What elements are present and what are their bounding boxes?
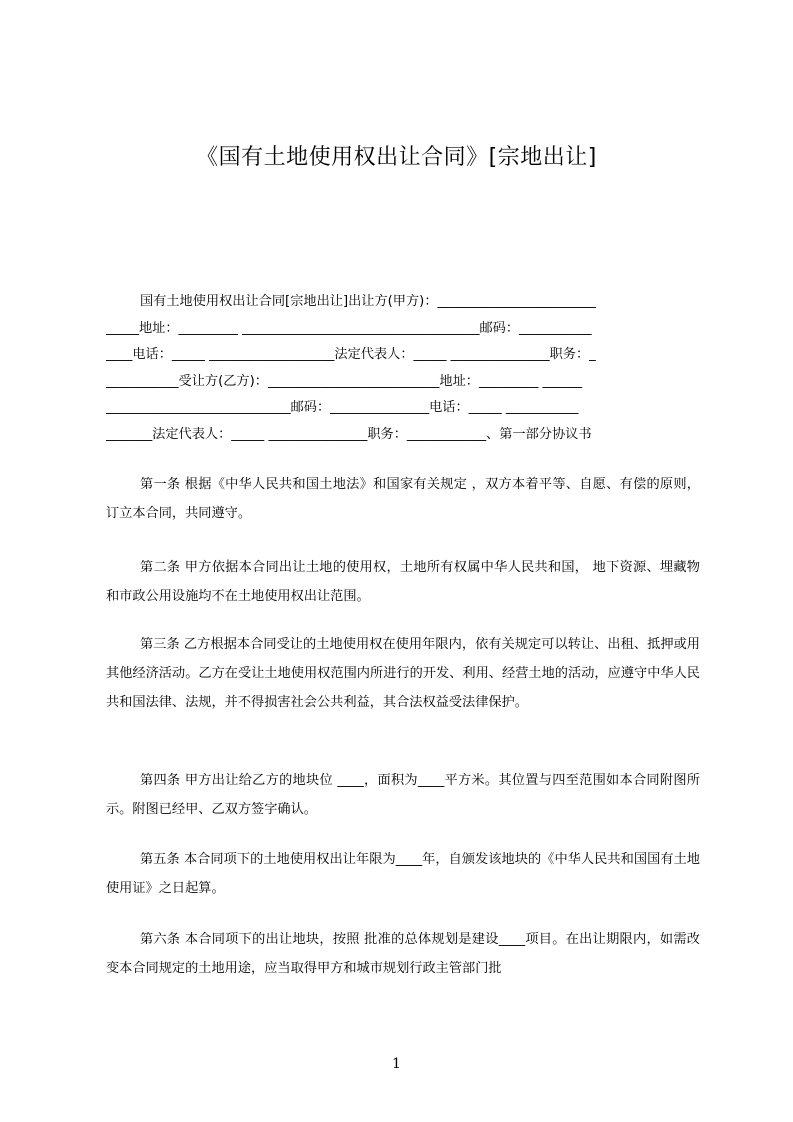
party-line: 国有土地使用权出让合同[宗地出让]出让方(甲方)：________________________ bbox=[140, 294, 596, 309]
page-number: 1 bbox=[392, 1056, 401, 1072]
article-3: 第三条 乙方根据本合同受让的土地使用权在使用年限内，依有关规定可以转让、出租、抵押或用 其他经济活动。乙方在受让土地使用权范围内所进行的开发、利用、经营土地的活动，应遵守中华人民共和国法律、法规，并不得损害社会公共利益，其合法权益受法律保护。 bbox=[106, 637, 700, 710]
article-6: 第六条 本合同项下的出让地块，按照 批准的总体规划是建设____项目。在出让期限内，如需改变本合同规定的土地用途，应当取得甲方和城市规划行政主管部门批 bbox=[106, 932, 700, 976]
document-title: 《国有土地使用权出让合同》[宗地出让] bbox=[196, 145, 597, 170]
party-line: ____电话：_____ ___________________法定代表人：_____ _______________职务：_ bbox=[106, 347, 596, 362]
party-line: ____________________________邮码：_______________电话：_____ ___________ bbox=[106, 400, 579, 415]
article-4: 第四条 甲方出让给乙方的地块位 ____，面积为____平方米。其位置与四至范围如本合同附图所示。附图已经甲、乙双方签字确认。 bbox=[106, 773, 700, 817]
article-2: 第二条 甲方依据本合同出让土地的使用权，土地所有权属中华人民共和国， 地下资源、埋藏物和市政公用设施均不在土地使用权出让范围。 bbox=[106, 560, 700, 604]
party-line: ___________受让方(乙方)：__________________________地址：_________ ______ bbox=[106, 373, 583, 389]
parties-block bbox=[106, 289, 700, 448]
article-5: 第五条 本合同项下的土地使用权出让年限为____年，自颁发该地块的《中华人民共和国国有土地使用证》之日起算。 bbox=[106, 852, 700, 896]
party-line: _______法定代表人：_____ _______________职务：____________、第一部分协议书 bbox=[106, 426, 592, 442]
party-line: _____地址：_________ ____________________________________邮码：___________ bbox=[106, 320, 592, 336]
article-1: 第一条 根据《中华人民共和国土地法》和国家有关规定 ，双方本着平等、自愿、有偿的原则，订立本合同，共同遵守。 bbox=[106, 477, 700, 521]
